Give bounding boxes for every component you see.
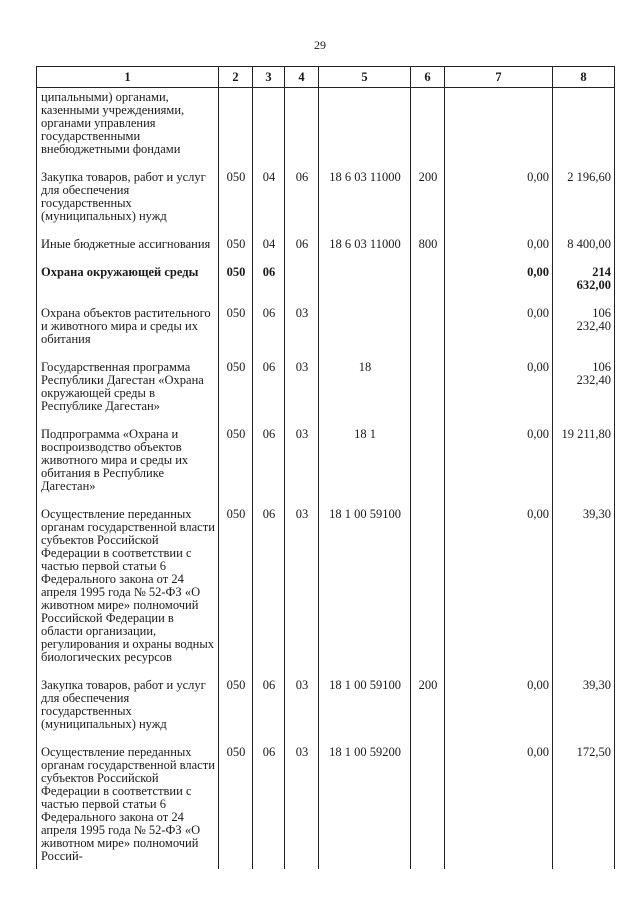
cell-section: 06 (253, 298, 285, 352)
cell-subsection: 03 (285, 352, 319, 419)
cell-col8-value: 2 196,60 (553, 162, 615, 229)
cell-description: Охрана окружающей среды (37, 257, 219, 298)
table-row (37, 737, 615, 869)
cell-section: 04 (253, 229, 285, 257)
table-body (37, 88, 615, 870)
cell-admin-code: 050 (219, 737, 253, 869)
cell-description: Охрана объектов растительного и животного мира и среды их обитания (37, 298, 219, 352)
header-col-6: 6 (411, 67, 445, 88)
table-row (37, 499, 615, 670)
cell-expense-type (411, 257, 445, 298)
cell-section: 06 (253, 499, 285, 670)
cell-col7-value: 0,00 (445, 298, 553, 352)
cell-col8-value: 172,50 (553, 737, 615, 869)
header-col-3: 3 (253, 67, 285, 88)
cell-description: Закупка товаров, работ и услуг для обеспечения государственных (муниципальных) нужд (37, 670, 219, 737)
cell-target-article: 18 1 00 59100 (319, 499, 411, 670)
cell-expense-type (411, 298, 445, 352)
cell-admin-code: 050 (219, 298, 253, 352)
cell-expense-type: 800 (411, 229, 445, 257)
cell-description: Осуществление переданных органам государственной власти субъектов Российской Федерации в соответствии с частью первой статьи 6 Федерального закона от 24 апреля 1995 года № 52-ФЗ «О животном мире» полномочий Российской Федерации в области организации, регулирования и охраны водных биологических ресурсов (37, 499, 219, 670)
cell-admin-code (219, 88, 253, 163)
cell-col7-value: 0,00 (445, 499, 553, 670)
cell-target-article (319, 298, 411, 352)
cell-admin-code: 050 (219, 257, 253, 298)
cell-description: ципальными) органами, казенными учреждениями, органами управления государственными внебюджетными фондами (37, 88, 219, 163)
cell-description: Государственная программа Республики Дагестан «Охрана окружающей среды в Республике Дагестан» (37, 352, 219, 419)
cell-target-article (319, 88, 411, 163)
cell-col8-value: 39,30 (553, 499, 615, 670)
cell-admin-code: 050 (219, 352, 253, 419)
cell-col7-value (445, 88, 553, 163)
cell-subsection: 03 (285, 419, 319, 499)
header-col-2: 2 (219, 67, 253, 88)
cell-col7-value: 0,00 (445, 162, 553, 229)
cell-col7-value: 0,00 (445, 229, 553, 257)
table-row (37, 352, 615, 419)
cell-col7-value: 0,00 (445, 257, 553, 298)
cell-col7-value: 0,00 (445, 352, 553, 419)
cell-admin-code: 050 (219, 162, 253, 229)
header-col-8: 8 (553, 67, 615, 88)
cell-target-article: 18 1 (319, 419, 411, 499)
cell-col7-value: 0,00 (445, 670, 553, 737)
cell-expense-type: 200 (411, 670, 445, 737)
table-row (37, 229, 615, 257)
cell-col8-value: 106 232,40 (553, 298, 615, 352)
header-col-5: 5 (319, 67, 411, 88)
cell-section (253, 88, 285, 163)
table-row (37, 162, 615, 229)
cell-col8-value: 8 400,00 (553, 229, 615, 257)
cell-admin-code: 050 (219, 419, 253, 499)
cell-subsection: 03 (285, 737, 319, 869)
cell-expense-type (411, 419, 445, 499)
budget-table (36, 66, 615, 869)
cell-expense-type (411, 499, 445, 670)
page-number: 29 (314, 38, 326, 52)
cell-col7-value: 0,00 (445, 737, 553, 869)
header-col-7: 7 (445, 67, 553, 88)
cell-col8-value: 214 632,00 (553, 257, 615, 298)
cell-description: Иные бюджетные ассигнования (37, 229, 219, 257)
cell-col8-value: 19 211,80 (553, 419, 615, 499)
table-row (37, 298, 615, 352)
header-col-4: 4 (285, 67, 319, 88)
cell-admin-code: 050 (219, 499, 253, 670)
cell-section: 06 (253, 670, 285, 737)
cell-description: Подпрограмма «Охрана и воспроизводство объектов животного мира и среды их обитания в Республике Дагестан» (37, 419, 219, 499)
header-col-1: 1 (37, 67, 219, 88)
cell-col8-value: 39,30 (553, 670, 615, 737)
cell-target-article: 18 1 00 59100 (319, 670, 411, 737)
cell-col8-value: 106 232,40 (553, 352, 615, 419)
cell-section: 06 (253, 257, 285, 298)
cell-subsection (285, 88, 319, 163)
cell-description: Осуществление переданных органам государственной власти субъектов Российской Федерации в соответствии с частью первой статьи 6 Федерального закона от 24 апреля 1995 года № 52-ФЗ «О животном мире» полномочий Россий- (37, 737, 219, 869)
cell-subsection: 06 (285, 229, 319, 257)
cell-admin-code: 050 (219, 229, 253, 257)
cell-expense-type: 200 (411, 162, 445, 229)
cell-description: Закупка товаров, работ и услуг для обеспечения государственных (муниципальных) нужд (37, 162, 219, 229)
cell-col7-value: 0,00 (445, 419, 553, 499)
cell-target-article: 18 1 00 59200 (319, 737, 411, 869)
cell-expense-type (411, 352, 445, 419)
cell-subsection: 03 (285, 499, 319, 670)
cell-section: 06 (253, 352, 285, 419)
table-header-row (37, 67, 615, 88)
table-row (37, 88, 615, 163)
table-row (37, 257, 615, 298)
cell-section: 04 (253, 162, 285, 229)
cell-col8-value (553, 88, 615, 163)
cell-expense-type (411, 88, 445, 163)
cell-subsection: 06 (285, 162, 319, 229)
cell-section: 06 (253, 737, 285, 869)
cell-section: 06 (253, 419, 285, 499)
cell-subsection: 03 (285, 298, 319, 352)
cell-expense-type (411, 737, 445, 869)
cell-target-article: 18 6 03 11000 (319, 162, 411, 229)
cell-target-article: 18 (319, 352, 411, 419)
cell-admin-code: 050 (219, 670, 253, 737)
table-row (37, 419, 615, 499)
table-row (37, 670, 615, 737)
cell-subsection (285, 257, 319, 298)
cell-target-article: 18 6 03 11000 (319, 229, 411, 257)
cell-subsection: 03 (285, 670, 319, 737)
cell-target-article (319, 257, 411, 298)
